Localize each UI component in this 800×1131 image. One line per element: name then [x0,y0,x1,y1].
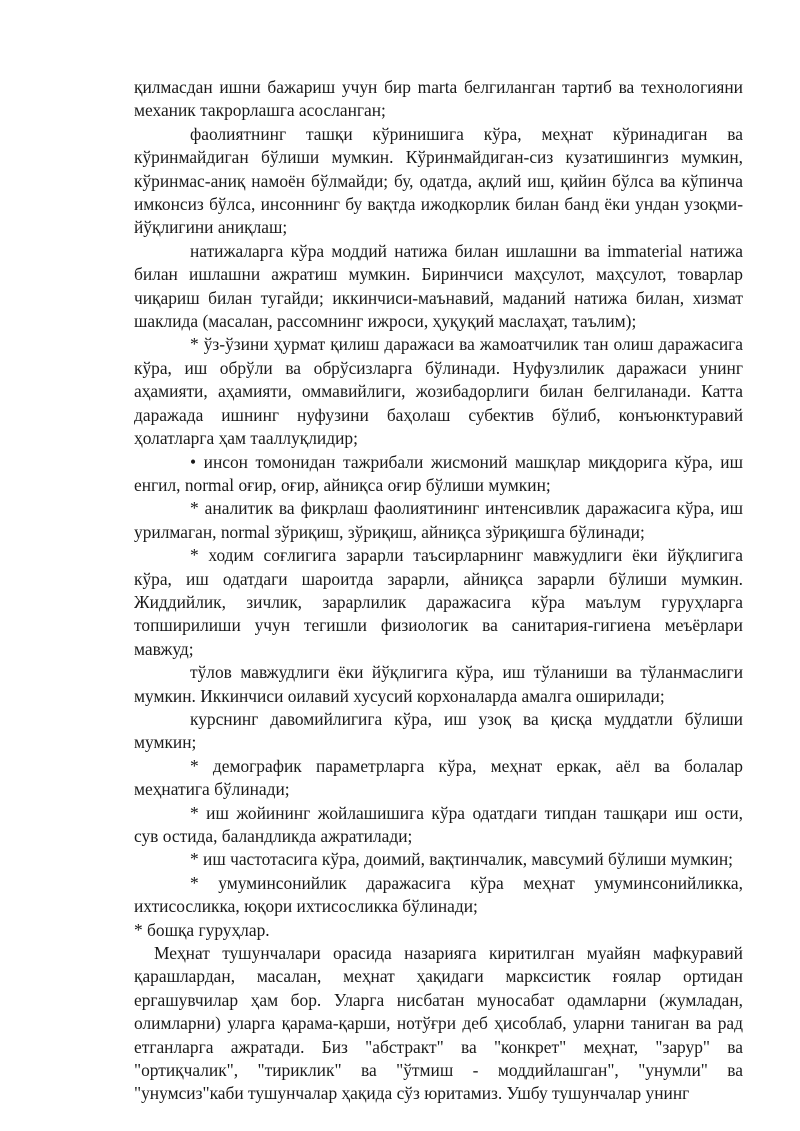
paragraph-6: * аналитик ва фикрлаш фаолиятининг интенсивлик даражасига кўра, иш урилмаган, normal зўриқиш, зўриқиш, айниқса зўриқишга бўлинади; [134,498,743,542]
paragraph-15: Меҳнат тушунчалари орасида назарияга киритилган муайян мафкуравий қарашлардан, масалан, меҳнат ҳақидаги марксистик ғоялар ортидан ергашувчилар ҳам бор. Уларга нисбатан муносабат одамларни (жумладан, олимларни) уларга қарама-қарши, нотўғри деб ҳисоблаб, уларни таниган ва рад етганларга ажратади. Биз "абстракт" ва "конкрет" меҳнат, "зарур" ва "ортиқчалик", "тириклик" ва "ўтмиш - моддийлашган", "унумли" ва "унумсиз"каби тушунчалар ҳақида сўз юритамиз. Ушбу тушунчалар унинг [134,943,743,1104]
paragraph-3: натижаларга кўра моддий натижа билан ишлашни ва immaterial натижа билан ишлашни ажратиш мумкин. Биринчиси маҳсулот, маҳсулот, товарлар чиқариш билан тугайди; иккинчиси-маънавий, маданий натижа билан, хизмат шаклида (масалан, рассомнинг ижроси, ҳуқуқий маслаҳат, таълим); [134,240,743,332]
paragraph-7: * ходим соғлигига зарарли таъсирларнинг мавжудлиги ёки йўқлигига кўра, иш одатдаги шароитда зарарли, айниқса зарарли бўлиши мумкин. Жиддийлик, зичлик, зарарлилик даражасига кўра маълум гуруҳларга топширилиши учун тегишли физиологик ва санитария-гигиена меъёрлари мавжуд; [134,545,743,659]
paragraph-4: * ўз-ўзини ҳурмат қилиш даражаси ва жамоатчилик тан олиш даражасига кўра, иш обрўли ва обрўсизларга бўлинади. Нуфузлилик даражаси унинг аҳамияти, аҳамияти, оммавийлиги, жозибадорлиги билан белгиланади. Катта даражада ишнинг нуфузини баҳолаш субектив бўлиб, конъюнктуравий ҳолатларга ҳам тааллуқлидир; [134,334,743,449]
paragraph-9: курснинг давомийлигига кўра, иш узоқ ва қисқа муддатли бўлиши мумкин; [134,708,743,753]
paragraph-5: • инсон томонидан тажрибали жисмоний машқлар миқдорига кўра, иш енгил, normal оғир, оғир, айниқса оғир бўлиши мумкин; [134,451,743,495]
paragraph-1: қилмасдан ишни бажариш учун бир marta белгиланган тартиб ва технологияни механик такрорлашга асосланган; [134,77,743,121]
paragraph-2: фаолиятнинг ташқи кўринишига кўра, меҳнат кўринадиган ва кўринмайдиган бўлиши мумкин. Кўринмайдиган-сиз кузатишингиз мумкин, кўринмас-аниқ намоён бўлмайди; бу, одатда, ақлий иш, қийин бўлса ва кўпинча имконсиз бўлса, инсоннинг бу вақтда ижодкорлик билан банд ёки ундан узоқми-йўқлигини аниқлаш; [134,123,743,238]
paragraph-8: тўлов мавжудлиги ёки йўқлигига кўра, иш тўланиши ва тўланмаслиги мумкин. Иккинчиси оилавий хусусий корхоналарда амалга оширилади; [134,662,743,706]
paragraph-10: * демографик параметрларга кўра, меҳнат еркак, аёл ва болалар меҳнатига бўлинади; [134,755,743,800]
paragraph-11: * иш жойининг жойлашишига кўра одатдаги типдан ташқари иш ости, сув остида, баландликда ажратилади; [134,802,743,846]
paragraph-13: * умуминсонийлик даражасига кўра меҳнат умуминсонийликка, ихтисосликка, юқори ихтисосликка бўлинади; [134,872,743,917]
paragraph-14: * бошқа гуруҳлар. [134,919,270,940]
document-page [134,76,743,1106]
paragraph-12: * иш частотасига кўра, доимий, вақтинчалик, мавсумий бўлиши мумкин; [190,849,733,870]
